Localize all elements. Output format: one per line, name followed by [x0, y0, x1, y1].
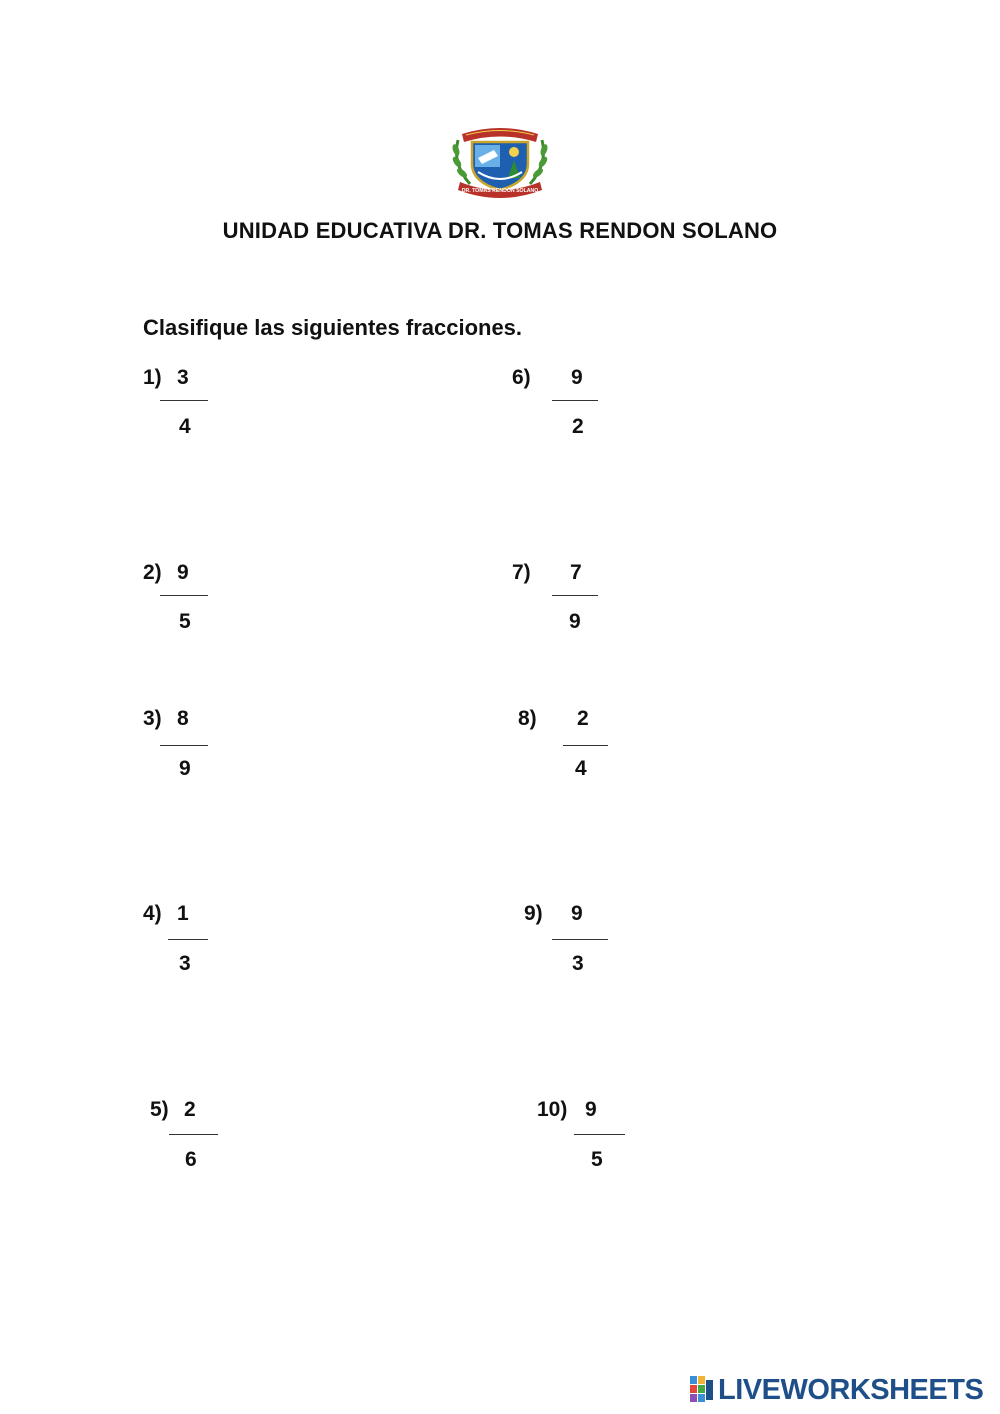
instruction-text: Clasifique las siguientes fracciones.	[143, 315, 523, 340]
item-4-numerator: 1	[177, 902, 189, 925]
item-7-fraction-bar	[552, 595, 598, 596]
item-9-label: 9)	[524, 902, 543, 925]
item-5-fraction-bar	[169, 1134, 218, 1135]
item-3-numerator: 8	[177, 707, 189, 730]
item-5-label: 5)	[150, 1098, 169, 1121]
item-1-numerator: 3	[177, 366, 189, 389]
item-1-label: 1)	[143, 366, 162, 389]
item-9-numerator: 9	[571, 902, 583, 925]
item-4-label: 4)	[143, 902, 162, 925]
item-8-fraction-bar	[563, 745, 608, 746]
liveworksheets-wordmark: LIVEWORKSHEETS	[718, 1373, 984, 1406]
item-4-fraction-bar	[168, 939, 208, 940]
school-crest-logo	[448, 120, 552, 198]
item-1-fraction-bar	[160, 400, 208, 401]
liveworksheets-icon	[690, 1376, 714, 1404]
item-6-numerator: 9	[571, 366, 583, 389]
item-8-denominator: 4	[575, 757, 587, 780]
item-7-label: 7)	[512, 561, 531, 584]
item-9-denominator: 3	[572, 952, 584, 975]
item-3-label: 3)	[143, 707, 162, 730]
item-4-denominator: 3	[179, 952, 191, 975]
item-6-denominator: 2	[572, 415, 584, 438]
item-1-denominator: 4	[179, 415, 191, 438]
item-7-denominator: 9	[569, 610, 581, 633]
item-3-fraction-bar	[160, 745, 208, 746]
item-5-denominator: 6	[185, 1148, 197, 1171]
item-6-label: 6)	[512, 366, 531, 389]
item-2-denominator: 5	[179, 610, 191, 633]
item-10-fraction-bar	[574, 1134, 625, 1135]
item-3-denominator: 9	[179, 757, 191, 780]
item-8-label: 8)	[518, 707, 537, 730]
item-2-fraction-bar	[160, 595, 208, 596]
item-8-numerator: 2	[577, 707, 589, 730]
item-7-numerator: 7	[570, 561, 582, 584]
item-10-label: 10)	[537, 1098, 568, 1121]
item-2-label: 2)	[143, 561, 162, 584]
item-2-numerator: 9	[177, 561, 189, 584]
item-9-fraction-bar	[552, 939, 608, 940]
item-10-denominator: 5	[591, 1148, 603, 1171]
school-title: UNIDAD EDUCATIVA DR. TOMAS RENDON SOLANO	[222, 218, 778, 243]
logo-ribbon-text: DR. TOMÁS RENDÓN SOLANO	[461, 188, 539, 194]
item-10-numerator: 9	[585, 1098, 597, 1121]
item-5-numerator: 2	[184, 1098, 196, 1121]
item-6-fraction-bar	[552, 400, 598, 401]
liveworksheets-brand	[690, 1372, 983, 1408]
